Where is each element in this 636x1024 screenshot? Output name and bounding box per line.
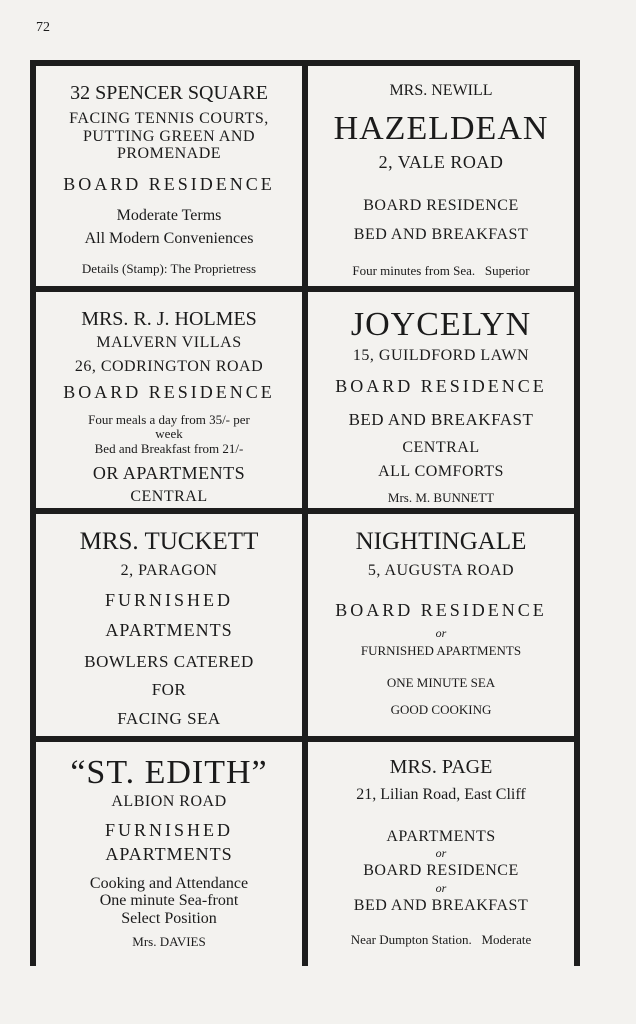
ad-text: FOR xyxy=(151,680,187,700)
ad-text: MALVERN VILLAS xyxy=(96,334,242,351)
ad-text: FURNISHED xyxy=(104,590,233,611)
ad-text: MRS. NEWILL xyxy=(389,82,493,99)
ad-text: Moderate Terms xyxy=(116,206,222,224)
ad-heading: MRS. PAGE xyxy=(389,756,493,778)
ad-text: APARTMENTS xyxy=(105,619,233,640)
page-number: 72 xyxy=(36,20,50,35)
ad-text: CENTRAL xyxy=(130,487,208,505)
ad-text: All Modern Conveniences xyxy=(84,230,254,248)
ad-page xyxy=(308,742,574,966)
ad-text: One minute Sea-front xyxy=(99,892,239,910)
ad-text: FACING SEA xyxy=(117,709,221,729)
ad-text: Four meals a day from 35/- per xyxy=(88,411,250,427)
ad-nightingale xyxy=(308,514,574,736)
ad-text: 21, Lilian Road, East Cliff xyxy=(356,786,526,803)
ad-text: 5, AUGUSTA ROAD xyxy=(367,561,515,579)
ad-text: week xyxy=(155,426,183,442)
ad-st-edith xyxy=(36,742,302,966)
ad-text: BOARD RESIDENCE xyxy=(363,196,519,214)
ad-text: Select Position xyxy=(121,909,217,927)
ad-heading: MRS. TUCKETT xyxy=(79,528,259,555)
ad-heading: “ST. EDITH” xyxy=(70,754,268,791)
ad-text: GOOD COOKING xyxy=(390,701,492,717)
ad-heading: JOYCELYN xyxy=(350,306,532,343)
ad-text: APARTMENTS xyxy=(386,827,496,845)
ad-text: Cooking and Attendance xyxy=(89,874,249,892)
advertisement-grid xyxy=(30,60,580,966)
ad-text: 15, GUILDFORD LAWN xyxy=(352,347,530,365)
ad-joycelyn xyxy=(308,292,574,508)
ad-hazeldean xyxy=(308,66,574,286)
ad-text: BOARD RESIDENCE xyxy=(63,382,275,403)
ad-text: BOARD RESIDENCE xyxy=(335,600,547,621)
ad-text: or xyxy=(435,625,447,640)
ad-text: BOARD RESIDENCE xyxy=(363,862,519,880)
ad-heading: HAZELDEAN xyxy=(333,109,549,147)
ad-text: BED AND BREAKFAST xyxy=(353,226,529,244)
ad-text: or xyxy=(435,846,447,861)
ad-text: 26, CODRINGTON ROAD xyxy=(74,357,264,375)
ad-text: ONE MINUTE SEA xyxy=(386,675,496,691)
ad-text: FURNISHED APARTMENTS xyxy=(360,643,522,659)
ad-text: Bed and Breakfast from 21/- xyxy=(94,440,244,456)
ad-text: BED AND BREAKFAST xyxy=(348,409,534,429)
ad-text: ALBION ROAD xyxy=(111,793,227,811)
ad-tuckett xyxy=(36,514,302,736)
ad-text: FACING TENNIS COURTS, xyxy=(69,110,269,127)
ad-text: 2, PARAGON xyxy=(120,561,218,579)
ad-text: Mrs. DAVIES xyxy=(132,934,206,950)
ad-heading: 32 SPENCER SQUARE xyxy=(70,82,268,104)
ad-text: 2, VALE ROAD xyxy=(378,151,504,172)
ad-text: ALL COMFORTS xyxy=(378,463,504,481)
ad-text: Near Dumpton Station. Moderate xyxy=(350,931,532,947)
ad-text: BOARD RESIDENCE xyxy=(335,375,547,396)
ad-holmes xyxy=(36,292,302,508)
ad-text: OR APARTMENTS xyxy=(92,462,246,483)
ad-text: APARTMENTS xyxy=(105,843,233,864)
ad-heading: MRS. R. J. HOLMES xyxy=(81,308,257,330)
ad-text: Mrs. M. BUNNETT xyxy=(387,489,495,505)
ad-text: BOARD RESIDENCE xyxy=(63,173,275,194)
ad-heading: NIGHTINGALE xyxy=(355,528,527,555)
ad-text: CENTRAL xyxy=(402,439,480,457)
ad-text: or xyxy=(435,880,447,895)
ad-text: PUTTING GREEN AND xyxy=(82,127,256,145)
ad-spencer-square xyxy=(36,66,302,286)
ad-text: BOWLERS CATERED xyxy=(84,651,254,671)
ad-text: BED AND BREAKFAST xyxy=(353,897,529,915)
ad-text: FURNISHED xyxy=(104,819,233,840)
ad-text: PROMENADE xyxy=(116,145,222,163)
ad-text: Four minutes from Sea. Superior xyxy=(352,262,530,278)
ad-text: Details (Stamp): The Proprietress xyxy=(81,260,257,276)
